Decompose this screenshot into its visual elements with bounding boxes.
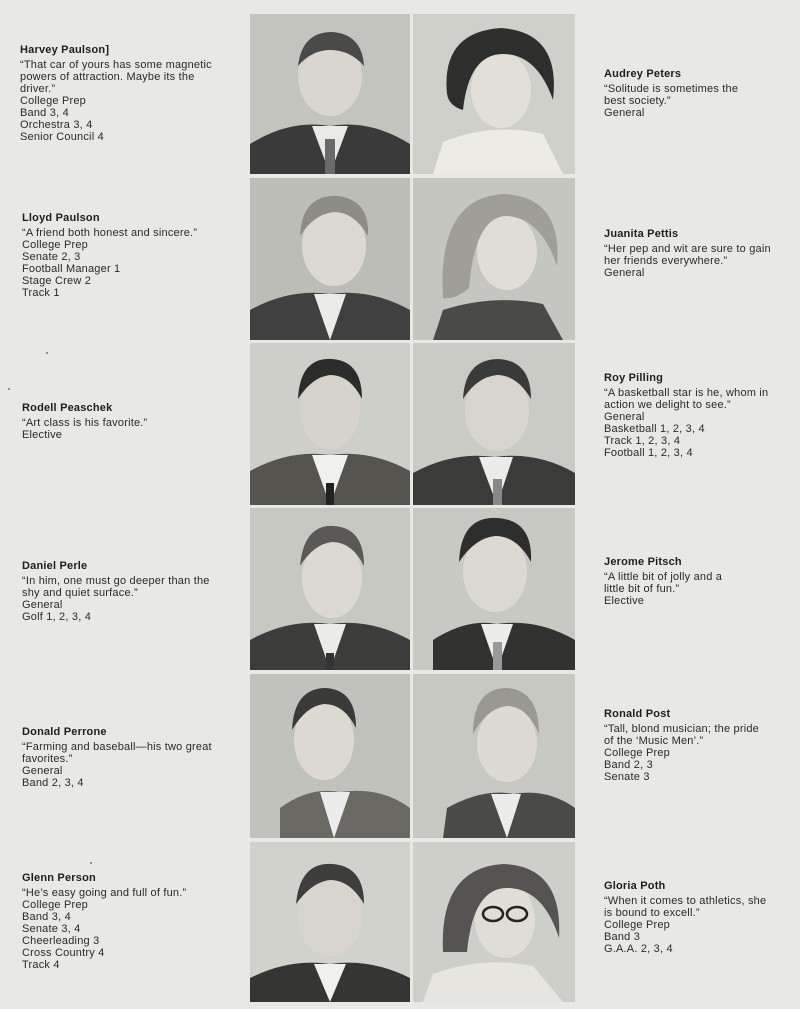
student-activities: General Golf 1, 2, 3, 4 — [22, 599, 92, 623]
portrait-photo-jerome-pitsch — [413, 508, 575, 670]
student-quote: “A little bit of jolly and a little bit of fun.” — [604, 571, 723, 595]
student-quote: “Art class is his favorite.” — [22, 417, 148, 429]
student-name: Glenn Person — [22, 872, 96, 884]
student-name: Gloria Poth — [604, 880, 666, 892]
student-activities: Elective — [604, 595, 645, 607]
student-activities: General — [604, 267, 645, 279]
portrait-photo-gloria-poth — [413, 842, 575, 1002]
portrait-image — [413, 508, 575, 670]
portrait-image — [413, 178, 575, 340]
portrait-image — [250, 674, 410, 838]
student-quote: “Solitude is sometimes the best society.” — [604, 83, 739, 107]
portrait-image — [413, 674, 575, 838]
student-quote: “In him, one must go deeper than the shy and quiet surface.” — [22, 575, 210, 599]
entry-lloyd-paulson — [22, 212, 197, 299]
portrait-image — [250, 842, 410, 1002]
entry-ronald-post — [604, 708, 759, 783]
portrait-image — [250, 343, 410, 505]
entry-audrey-peters — [604, 68, 738, 119]
student-activities: General Basketball 1, 2, 3, 4 Track 1, 2, 3, 4 Football 1, 2, 3, 4 — [604, 411, 705, 459]
student-name: Ronald Post — [604, 708, 671, 720]
speck — [90, 862, 92, 864]
student-name: Juanita Pettis — [604, 228, 679, 240]
student-activities: College Prep Band 3, 4 Senate 3, 4 Cheerleading 3 Cross Country 4 Track 4 — [22, 899, 105, 971]
student-quote: “When it comes to athletics, she is bound to excell.” — [604, 895, 767, 919]
portrait-photo-donald-perrone — [250, 674, 410, 838]
portrait-photo-glenn-person — [250, 842, 410, 1002]
student-activities: Elective — [22, 429, 63, 441]
student-quote: “A friend both honest and sincere.” — [22, 227, 198, 239]
student-quote: “He’s easy going and full of fun.” — [22, 887, 187, 899]
student-quote: “Tall, blond musician; the pride of the ‘Music Men’.” — [604, 723, 759, 747]
student-name: Audrey Peters — [604, 68, 682, 80]
student-name: Jerome Pitsch — [604, 556, 682, 568]
entry-donald-perrone — [22, 726, 212, 789]
entry-gloria-poth — [604, 880, 766, 955]
student-name: Roy Pilling — [604, 372, 664, 384]
portrait-image — [413, 842, 575, 1002]
student-activities: College Prep Band 3 G.A.A. 2, 3, 4 — [604, 919, 673, 955]
entry-jerome-pitsch — [604, 556, 722, 607]
student-activities: General — [604, 107, 645, 119]
student-name: Harvey Paulson] — [20, 44, 110, 56]
entry-daniel-perle — [22, 560, 210, 623]
portrait-photo-daniel-perle — [250, 508, 410, 670]
student-name: Lloyd Paulson — [22, 212, 100, 224]
student-quote: “That car of yours has some magnetic powers of attraction. Maybe its the driver.” — [20, 59, 212, 95]
student-quote: “A basketball star is he, whom in action we delight to see.” — [604, 387, 769, 411]
student-name: Rodell Peaschek — [22, 402, 113, 414]
entry-roy-pilling — [604, 372, 768, 459]
speck — [46, 352, 48, 354]
student-quote: “Her pep and wit are sure to gain her friends everywhere.” — [604, 243, 771, 267]
student-activities: College Prep Senate 2, 3 Football Manager 1 Stage Crew 2 Track 1 — [22, 239, 121, 299]
speck — [8, 388, 10, 390]
portrait-photo-juanita-pettis — [413, 178, 575, 340]
entry-glenn-person — [22, 872, 186, 971]
student-name: Donald Perrone — [22, 726, 107, 738]
student-quote: “Farming and baseball—his two great favorites.” — [22, 741, 212, 765]
portrait-image — [250, 178, 410, 340]
entry-juanita-pettis — [604, 228, 771, 279]
entry-harvey-paulson — [20, 44, 212, 143]
entry-rodell-peaschek — [22, 402, 147, 441]
portrait-photo-roy-pilling — [413, 343, 575, 505]
portrait-image — [250, 14, 410, 174]
portrait-photo-ronald-post — [413, 674, 575, 838]
student-activities: College Prep Band 2, 3 Senate 3 — [604, 747, 670, 783]
student-activities: General Band 2, 3, 4 — [22, 765, 84, 789]
portrait-photo-lloyd-paulson — [250, 178, 410, 340]
student-activities: College Prep Band 3, 4 Orchestra 3, 4 Senior Council 4 — [20, 95, 104, 143]
portrait-photo-rodell-peaschek — [250, 343, 410, 505]
portrait-photo-harvey-paulson — [250, 14, 410, 174]
portrait-photo-audrey-peters — [413, 14, 575, 174]
portrait-image — [413, 14, 575, 174]
portrait-image — [250, 508, 410, 670]
student-name: Daniel Perle — [22, 560, 88, 572]
portrait-image — [413, 343, 575, 505]
